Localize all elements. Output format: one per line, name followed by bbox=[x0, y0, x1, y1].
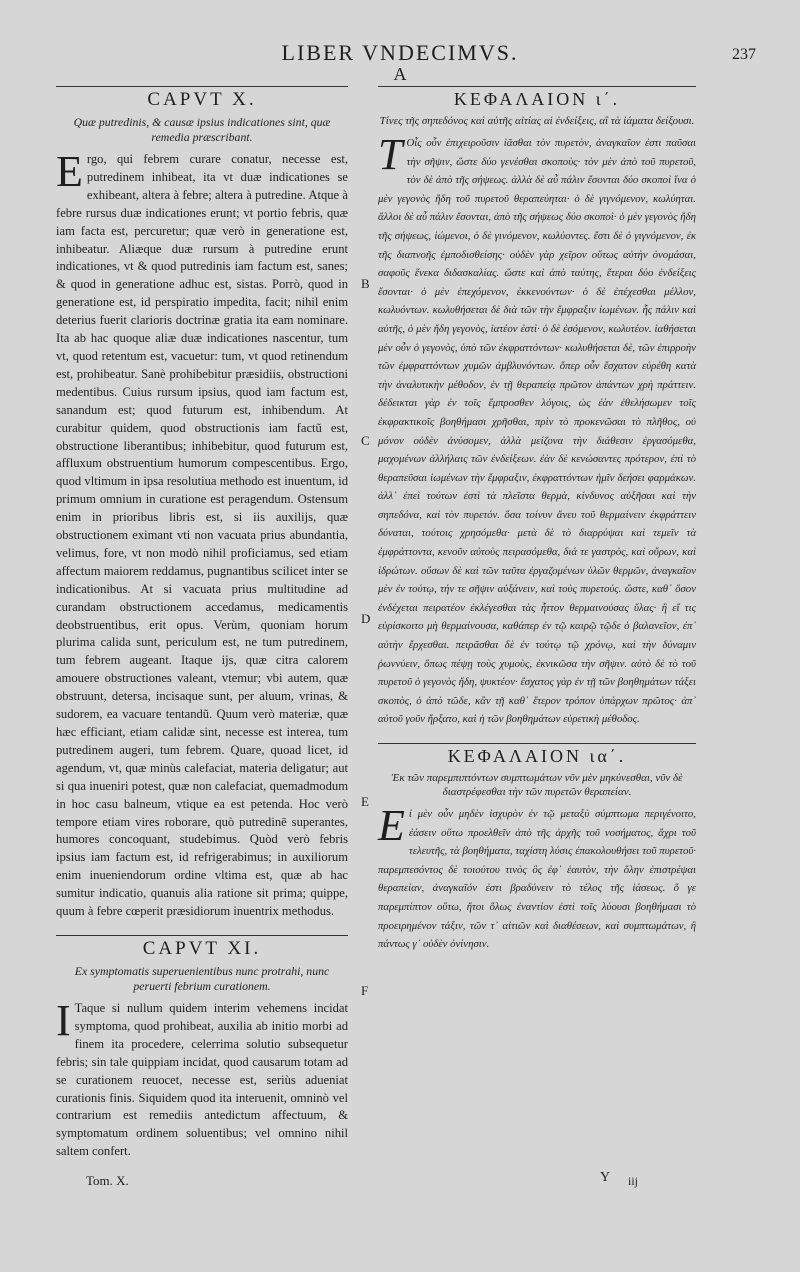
section-letter-a: A bbox=[393, 64, 407, 84]
greek-column bbox=[378, 86, 696, 954]
footer-volume bbox=[86, 1173, 348, 1189]
latin-chapter-10-body bbox=[56, 147, 348, 921]
margin-letter-b: B bbox=[361, 276, 370, 291]
volume-label: Tom. X. bbox=[86, 1173, 129, 1188]
latin-chapter-11-text: Taque si nullum quidem interim vehemens incidat symptoma, quod prohibeat, auxilia ab initio morbi ad finem ita procedere, celerrima solutio subsequetur febris; sin tale quippiam incidat, quod causarum totam ad se curationem reuocet, necesse est, seriùs adueniat curationis finis. Siquidem quod ita interuenit, omninò vel contrarium est remediis antedictum affectuum, & symptomatum ordinem soluentibus; vel omnino nihil saltem confert. bbox=[56, 1000, 348, 1159]
latin-column bbox=[56, 86, 348, 1161]
greek-chapter-10-body bbox=[378, 130, 696, 729]
latin-chapter-11-title: CAPVT XI. bbox=[142, 937, 262, 959]
signature-letter: Y bbox=[600, 1170, 611, 1185]
margin-letter-e: E bbox=[361, 794, 369, 809]
greek-chapter-11-subtitle: Ἐκ τῶν παρεμπιπτόντων συμπτωμάτων νῦν μὲν μηκύνεσθαι, νῦν δὲ διαστρέφεσθαι τὴν τῶν πυρετῶν θεραπείαν. bbox=[391, 772, 683, 798]
drop-cap: Ε bbox=[378, 801, 405, 850]
greek-chapter-10-title: ΚΕΦΑΛΑΙΟΝ ι΄. bbox=[453, 89, 621, 109]
latin-chapter-11-body bbox=[56, 995, 348, 1161]
greek-chapter-11-text: ἰ μὲν οὖν μηδὲν ἰσχυρὸν ἐν τῷ μεταξὺ σύμπτωμα περιγένοιτο, ἐάσειν οὕτω προελθεῖν ἀπὸ τῆς ἀρχῆς τοῦ νοσήματος, ἄχρι τοῦ τελευτῆς, τὰ βοηθήματα, ταχίστη λύσις ἐπακολουθήσει τοῦ πυρετοῦ· παρεμπεσόντος δὲ τοιούτου τινὸς ὃς ἐφ᾽ ἑαυτὸν, τὴν ὅλην ἐπιστρέψαι θεραπείαν, ἀναγκαῖόν ἐστι βραδύνειν τὸ τέλος τῆς ἰάσεως. ὅ γε παρεμπίπτον οὕτω, ἤτοι ὅλως ἐναντίον ἐστὶ τοῖς λύουσι βοηθήμασι τὸ προειρημένον τάξιν, τῶν τ᾽ αἰτιῶν καὶ διαθέσεων, καὶ συμπτωμάτων, ἢ πάντως γ᾽ οὐδὲν ὀνίνησιν. bbox=[378, 808, 696, 951]
greek-chapter-10-subtitle: Τίνες τῆς σηπεδόνος καὶ αὐτῆς αἰτίας αἱ ἐνδείξεις, αἳ τὰ ἰάματα δείξουσι. bbox=[379, 115, 695, 127]
drop-cap: I bbox=[56, 995, 71, 1045]
running-title: LIBER VNDECIMVS. bbox=[281, 40, 519, 65]
margin-letter-d: D bbox=[361, 611, 371, 626]
latin-chapter-11-subtitle: Ex symptomatis superuenientibus nunc protrahi, nunc peruerti febrium curationem. bbox=[74, 963, 330, 993]
margin-letter-f: F bbox=[361, 983, 369, 998]
signature-number: iij bbox=[628, 1174, 639, 1188]
margin-letter-c: C bbox=[361, 433, 370, 448]
drop-cap: E bbox=[56, 147, 83, 196]
drop-cap: Τ bbox=[378, 130, 403, 179]
latin-chapter-10-title: CAPVT X. bbox=[147, 89, 257, 110]
greek-chapter-10-text: Οἷς οὖν ἐπιχειροῦσιν ἰᾶσθαι τὸν πυρετὸν, ἀναγκαῖον ἐστι παῦσαι τὴν σῆψιν, ὥστε δύο γενέσθαι σκοποὺς· τὸν μὲν ἀπὸ τοῦ πυρετοῦ, τὸν δὲ ἀπὸ τῆς σήψεως. ἀλλὰ δὲ αὖ πάλιν ἔσονται δύο σκοποὶ ἵνα ὁ μὲν γεγονὸς ἤδη τοῦ πυρετοῦ θεραπεύηται· ὁ δὲ γιγνόμενον, κωλύηται. ἄλλοι δὲ αὖ πάλιν ἔσονται, ἀπὸ τῆς σήψεως δύο σκοποὶ· ὁ μὲν γεγονὸς ἤδη τῆς σήψεως, ἰώμενοι, ὁ δὲ γινόμενον, κωλύοντες. ἔστι δὲ ὁ γιγνόμενον, ἐκ τῆς διαπνοῆς ἐμποδισθείσης· οὐδὲν γὰρ χεῖρον οὕτως αὐτὴν ὀνομάσαι, σαφοῦς ἕνεκα διδασκαλίας. ὥστε καὶ ἀπὸ ταύτης, ἕτεραι δύο ἐνδείξεις ἔσονται· ὁ μὲν ἐπεχόμενον, ἐκκενούντων· ὁ δὲ ἐπέχεσθαι μέλλον, κωλυόντων. κωλυθήσεται δὲ διὰ τῶν τὴν ἔμφραξιν ἰωμένων. ἧς πάλιν καὶ αὐτῆς, ὁ μὲν ἤδη γεγονὸς, ἰατέον ἐστὶ· ὁ δὲ ἐσόμενον, κωλυτέον. ἰαθήσεται μὲν οὖν ὁ γεγονὸς, ὑπὸ τῶν ἐκφραττόντων· κωλυθήσεται δὲ, τῶν ἐπιρροὴν τῶν ἐμφραττόντων χυμῶν ἀμβλυνόντων. ὅπερ οὖν ἔσχατον εὑρέθη κατὰ τὴν ἀναλυτικὴν μέθοδον, ἐν τῇ θεραπείᾳ πρῶτον ἁπάντων χρὴ πράττειν. δέδεικται γὰρ ἐν τοῖς ἔμπροσθεν λόγοις, ὡς ἐὰν ἐθελήσωμεν τοῖς ἐκφρακτικοῖς βοηθήμασι χρῆσθαι, πρὶν τὸ προκενῶσαι τὸ πλῆθος, οὐ μόνον οὐδὲν ἀνύσομεν, ἀλλὰ μείζονα τὴν διάθεσιν ἐργασόμεθα, μαχομένων ἀλλήλαις τῶν ἐνδείξεων. ἐὰν δὲ κενώσαντες πρότερον, ἐπὶ τὸ θεραπεῦσαι ἰωμένων τὴν ἔμφραξιν, ἐκφραττόντων ἡμῖν δεήσει φαρμάκων. ἀλλ᾽ ἐπεὶ τούτων ἐστὶ τὰ πλεῖστα θερμὰ, κίνδυνος αὐξῆσαι καὶ τὴν σηπεδόνα, καὶ τὸν πυρετόν. ὅσα τοίνυν ἄνευ τοῦ θερμαίνειν ἐκφράττειν δύναται, τούτοις χρησόμεθα· μετὰ δὲ τὸ διαρρύψαι καὶ τεμεῖν τὰ ἐμφράττοντα, κενοῦν αὐτοὺς πειρασόμεθα, διά τε γαστρὸς, καὶ οὔρων, καὶ ἱδρώτων. οὔσων δὲ καὶ τῶν ταῦτα ἐργαζομένων ὑλῶν θερμῶν, ἀναγκαῖον μὲν ἐν τούτῳ, τήν τε σῆψιν αὐξάνειν, καὶ τοὺς πυρετούς. ὥστε, καθ᾽ ὅσον ἐνδέχεται πειρατέον ἐκλέγεσθαι τὰς ἧττον θερμαινούσας ὕλας· ἢ εἴ τις εὑρίσκοιτο μὴ θερμαίνουσα, καθάπερ ἐν τῷ καιρῷ τῷδε ὁ βαλανεῖον, ἐπ᾽ αὐτὴν ἔρχεσθαι. πειρᾶσθαι δὲ ἐν τούτῳ τῷ χρόνῳ, καὶ τὴν δύναμιν ῥωννύειν, ὅπως πέψῃ τοὺς χυμοὺς, ἐκνικῶσα τὴν σῆψιν. αὐτὸ δὲ τὸ τοῦ πυρετοῦ ὁ γεγονὸς ἤδη, ψυκτέον· ἔσχατος γὰρ ἐν τῇ τῶν βοηθημάτων τάξει σκοπὸς, ὁ ἀπὸ τῶδε, κἂν τῇ καθ᾽ ἕτερον τρόπον ὑπάρχων πρῶτος· ἀπ᾽ αὐτοῦ γοῦν ἤρξατο, καὶ ἡ τῶν βοηθημάτων εὑρετικὴ μέθοδος. bbox=[378, 137, 696, 726]
chapter-rule bbox=[56, 935, 348, 936]
page-number: 237 bbox=[732, 46, 756, 63]
chapter-rule bbox=[56, 86, 348, 87]
greek-chapter-11-title: ΚΕΦΑΛΑΙΟΝ ια΄. bbox=[447, 746, 627, 766]
chapter-rule bbox=[378, 86, 696, 87]
chapter-rule bbox=[378, 743, 696, 744]
latin-chapter-10-text: rgo, qui febrem curare conatur, necesse est, putredinem inhibeat, ita vt duæ indicationes se exhibeant, altera à febre; altera à putredine. Atque à febre rursus duæ indicationes erunt; vt portio febris, quæ iam facta est, percuretur; quæ verò in generatione est, inhibeatur. Aliæque duæ rursum à putredine erunt indicationes, vt & quod putredinis iam factum est, sanes; & quod in generatione adhuc est, sistas. Porrò, quod in generatione est, id perspiratio impedita, facit; nihil enim deterius fuerit clarioris doctrinæ gratia ita eam nominare. Ita ab hac quoque aliæ duæ indicationes nascentur, tum vt, quod retentum est, vacuetur: tum, vt quod retinendum est, prohibeatur. Sanè prohibebitur præsidiis, obstructioni medentibus. Cuius rursum ipsius, quod iam factum est, sanandum est; quod futurum est, inhibendum. At curabitur quidem, quod obstructionis iam factũ est, obstructione liberantibus; inhibebitur, quod futurum est, affluxum obstruentium humorum compescentibus. Ergo, quod vltimum in ipsa resolutiua methodo est inuentum, id primum omnium in curatione est peragendum. Ostensum enim in prioribus libris est, si iis auxilijs, quæ obstructionem eximant vti non vacuata prius abundantia, velimus, fore, vt non modò nihil proficiamus, sed etiam affectum maiorem reddamus, pugnantibus scilicet inter se indicationibus. At si vacuata prius multitudine ad curandam obstructionem accedamus, medicamentis deobstruentibus, erit opus. Verùm, quoniam horum plurima calida sunt, periculum est, ne tum putredinem, tum febrem augeant. Itaque ijs, quæ citra calorem amouere obstructiones valeant, vtemur; vbi autem, quæ obstruunt, detersa, incisaque sunt, per aluum, vrinas, & sudorem, ea vacuare tentandũ. Quum verò materiæ, quæ hæc efficiant, etiam calidæ sint, necesse est interea, tum putredinem augeri, tum febrem. Quare, quoad licet, id agendum, vt, quæ minùs calefaciat, materia deligatur; aut si qua inueniri potest, quæ non calefaciat, quemadmodum in hoc casu balneum, vtique ea est petenda. Hoc verò tempore etiam vires roborare, quò putredinē superantes, humores concoquant, studebimus. Quòd verò febris ipsius iam factum est, id refrigerabimus; in auxiliorum enim inueniendorum ordine vltima est, quæ ab hac sumitur indicatio, quanuis alia ratione sit prima; quippe, quum à febre cœperit præsidiorum inuentrix methodus. bbox=[56, 152, 348, 919]
greek-chapter-11-body bbox=[378, 801, 696, 954]
latin-chapter-10-subtitle: Quæ putredinis, & causæ ipsius indicationes sint, quæ remedia præscribant. bbox=[73, 115, 331, 144]
